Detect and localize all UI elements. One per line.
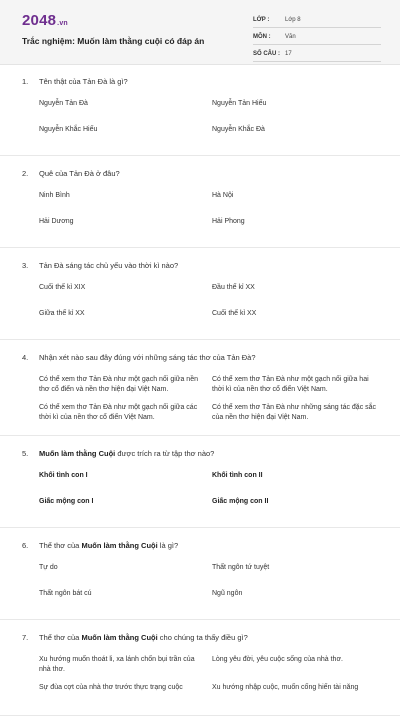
question-number: 1.: [22, 77, 29, 86]
page-header: [0, 0, 400, 65]
answer-option[interactable]: Khối tình con I: [39, 472, 88, 479]
answer-option[interactable]: Cuối thế kỉ XX: [212, 310, 257, 317]
answer-option[interactable]: Lòng yêu đời, yêu cuộc sống của nhà thơ.: [212, 656, 343, 663]
question-text: [39, 76, 128, 87]
question-text-pre: Thể thơ của: [39, 633, 82, 642]
question-header: [22, 76, 378, 87]
question-text-highlight: Muốn làm thằng Cuội: [39, 449, 116, 458]
question-header: [22, 352, 378, 363]
question-number: 2.: [22, 169, 29, 178]
answer-options: [22, 99, 378, 155]
meta-key: LỚP :: [253, 16, 270, 23]
question-text: [39, 540, 178, 551]
answer-option[interactable]: Hà Nội: [212, 192, 234, 199]
question: [0, 248, 400, 340]
question-number: 5.: [22, 449, 29, 458]
question-text-pre: Tên thật của Tản Đà là gì?: [39, 77, 128, 86]
question-text-pre: Tản Đà sáng tác chủ yếu vào thời kì nào?: [39, 261, 179, 270]
question-header: [22, 448, 378, 459]
answer-options: [22, 471, 378, 527]
question-number: 3.: [22, 261, 29, 270]
question-text-post: được trích ra từ tập thơ nào?: [115, 449, 215, 458]
answer-option[interactable]: Đầu thế kỉ XX: [212, 284, 255, 291]
answer-option[interactable]: Thất ngôn bát cú: [39, 590, 92, 597]
meta-value: Lớp 8: [285, 16, 301, 23]
answer-option[interactable]: Có thể xem thơ Tản Đà như những sáng tác đặc sắc của nền thơ hiện đại Việt Nam.: [212, 404, 377, 421]
answer-option[interactable]: Thất ngôn tứ tuyệt: [212, 564, 270, 571]
meta-key: SỐ CÂU :: [253, 50, 280, 57]
question-list: [0, 64, 400, 716]
answer-option[interactable]: Khối tình con II: [212, 472, 263, 479]
answer-option[interactable]: Cuối thế kỉ XIX: [39, 284, 86, 291]
question-text-post: cho chúng ta thấy điều gì?: [157, 633, 248, 642]
logo-suffix: .vn: [57, 20, 68, 27]
question-number: 7.: [22, 633, 29, 642]
meta-value: Văn: [285, 33, 296, 40]
answer-option[interactable]: Nguyễn Khắc Đà: [212, 126, 265, 133]
answer-option[interactable]: Nguyễn Tản Hiếu: [212, 100, 267, 107]
answer-option[interactable]: Có thể xem thơ Tản Đà như một gạch nối giữa hai thời kì của nền thơ cổ điển Việt Nam.: [212, 376, 369, 393]
question-text-highlight: Muốn làm thằng Cuội: [81, 633, 158, 642]
answer-option[interactable]: Nguyễn Khắc Hiếu: [39, 126, 98, 133]
question: [0, 340, 400, 436]
site-logo[interactable]: [22, 12, 68, 29]
question-text: [39, 352, 256, 363]
answer-options: [22, 283, 378, 339]
question-text-pre: Nhận xét nào sau đây đúng với những sáng tác thơ của Tản Đà?: [39, 353, 256, 362]
question-text-pre: Thể thơ của: [39, 541, 82, 550]
question-header: [22, 260, 378, 271]
answer-option[interactable]: Xu hướng nhập cuộc, muốn cống hiến tài năng: [212, 684, 359, 691]
answer-option[interactable]: Có thể xem thơ Tản Đà như một gạch nối giữa nền thơ cổ điển và nền thơ hiện đại Việt Nam.: [39, 376, 198, 393]
question-text-pre: Quê của Tản Đà ở đâu?: [39, 169, 120, 178]
answer-option[interactable]: Ngũ ngôn: [212, 590, 243, 597]
quiz-meta: [253, 12, 381, 62]
question-text: [39, 168, 120, 179]
answer-option[interactable]: Hải Dương: [39, 218, 74, 225]
question-text: [39, 448, 214, 459]
answer-option[interactable]: Xu hướng muốn thoát li, xa lánh chốn bụi trần của nhà thơ.: [39, 656, 195, 673]
question: [0, 64, 400, 156]
question-number: 6.: [22, 541, 29, 550]
answer-option[interactable]: Hải Phong: [212, 218, 245, 225]
answer-option[interactable]: Tự do: [39, 564, 58, 571]
answer-option[interactable]: Giấc mộng con II: [212, 498, 269, 505]
answer-options: [22, 563, 378, 619]
quiz-title: Trắc nghiệm: Muốn làm thằng cuội có đáp án: [22, 36, 205, 46]
meta-value: 17: [285, 50, 292, 57]
question: [0, 620, 400, 716]
answer-options: [22, 375, 378, 435]
answer-option[interactable]: Giữa thế kỉ XX: [39, 310, 85, 317]
answer-option[interactable]: Giấc mộng con I: [39, 498, 94, 505]
answer-options: [22, 191, 378, 247]
question-number: 4.: [22, 353, 29, 362]
question-header: [22, 632, 378, 643]
question-text: [39, 632, 248, 643]
question-text-highlight: Muốn làm thằng Cuội: [81, 541, 158, 550]
meta-key: MÔN :: [253, 33, 271, 40]
question-header: [22, 168, 378, 179]
question-header: [22, 540, 378, 551]
answer-option[interactable]: Nguyễn Tản Đà: [39, 100, 88, 107]
meta-row: [253, 12, 381, 28]
question-text-post: là gì?: [157, 541, 179, 550]
question: [0, 436, 400, 528]
question-text: [39, 260, 178, 271]
meta-row: [253, 29, 381, 45]
answer-option[interactable]: Sự đùa cợt của nhà thơ trước thực trạng cuộc: [39, 684, 183, 691]
answer-option[interactable]: Ninh Bình: [39, 192, 70, 199]
meta-row: [253, 46, 381, 62]
answer-options: [22, 655, 378, 715]
question: [0, 156, 400, 248]
question: [0, 528, 400, 620]
answer-option[interactable]: Có thể xem thơ Tản Đà như một gạch nối giữa các thời kì của nền thơ cổ điển Việt Nam.: [39, 404, 198, 421]
logo-main: 2048: [22, 12, 57, 29]
